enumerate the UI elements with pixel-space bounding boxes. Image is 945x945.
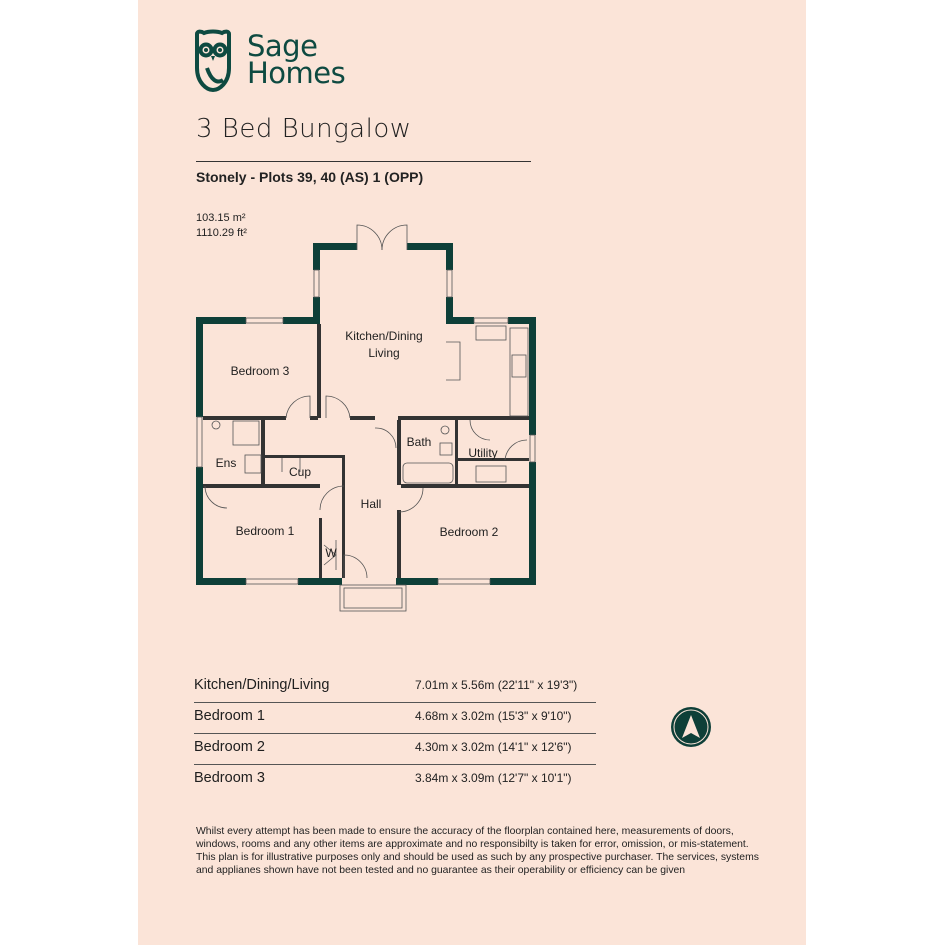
label-cup: Cup xyxy=(288,465,312,479)
room-dimensions: 3.84m x 3.09m (12'7" x 10'1") xyxy=(415,771,572,785)
label-bedroom1: Bedroom 1 xyxy=(235,524,295,538)
disclaimer-text: Whilst every attempt has been made to ensure the accuracy of the floorplan contained here, measurements of doors, windows, rooms and any other items are approximate and no responsibilty is taken for error, omission, or mis-statement. This plan is for illustrative purposes only and should be used as such by any prospective purchaser. The services, systems and applianes shown have not been tested and no guarantee as their operability or efficiency can be given xyxy=(196,826,759,876)
room-name: Bedroom 1 xyxy=(194,708,265,724)
north-compass-icon xyxy=(670,706,712,748)
label-kitchen-line2: Living xyxy=(368,346,400,360)
plot-subtitle: Stonely - Plots 39, 40 (AS) 1 (OPP) xyxy=(196,169,424,185)
room-row xyxy=(194,703,596,734)
label-bedroom3: Bedroom 3 xyxy=(230,364,290,378)
floorplan xyxy=(190,215,550,620)
page-title: 3 Bed Bungalow xyxy=(196,114,412,144)
room-name: Kitchen/Dining/Living xyxy=(194,677,330,693)
area-sqm: 103.15 m² xyxy=(196,212,246,224)
room-row xyxy=(194,672,596,703)
label-ens: Ens xyxy=(215,456,237,470)
area-sqft: 1110.29 ft² xyxy=(196,227,247,239)
label-bath: Bath xyxy=(406,435,432,449)
room-row xyxy=(194,734,596,765)
title-divider xyxy=(196,161,531,162)
room-row xyxy=(194,765,596,795)
room-dimensions: 7.01m x 5.56m (22'11" x 19'3") xyxy=(415,678,578,692)
room-dimensions: 4.68m x 3.02m (15'3" x 9'10") xyxy=(415,709,572,723)
label-utility: Utility xyxy=(468,446,498,460)
room-dimensions: 4.30m x 3.02m (14'1" x 12'6") xyxy=(415,740,572,754)
brand-wordmark xyxy=(247,29,346,90)
label-bedroom2: Bedroom 2 xyxy=(439,525,499,539)
brand-line-1: Sage xyxy=(247,29,318,63)
label-hall: Hall xyxy=(360,497,382,511)
porch xyxy=(340,585,406,611)
label-wardrobe: W xyxy=(325,546,337,560)
brand-line-2: Homes xyxy=(247,56,346,90)
room-name: Bedroom 3 xyxy=(194,770,265,786)
label-kitchen-line1: Kitchen/Dining xyxy=(345,329,423,343)
room-name: Bedroom 2 xyxy=(194,739,265,755)
room-dimensions-table xyxy=(194,672,596,795)
